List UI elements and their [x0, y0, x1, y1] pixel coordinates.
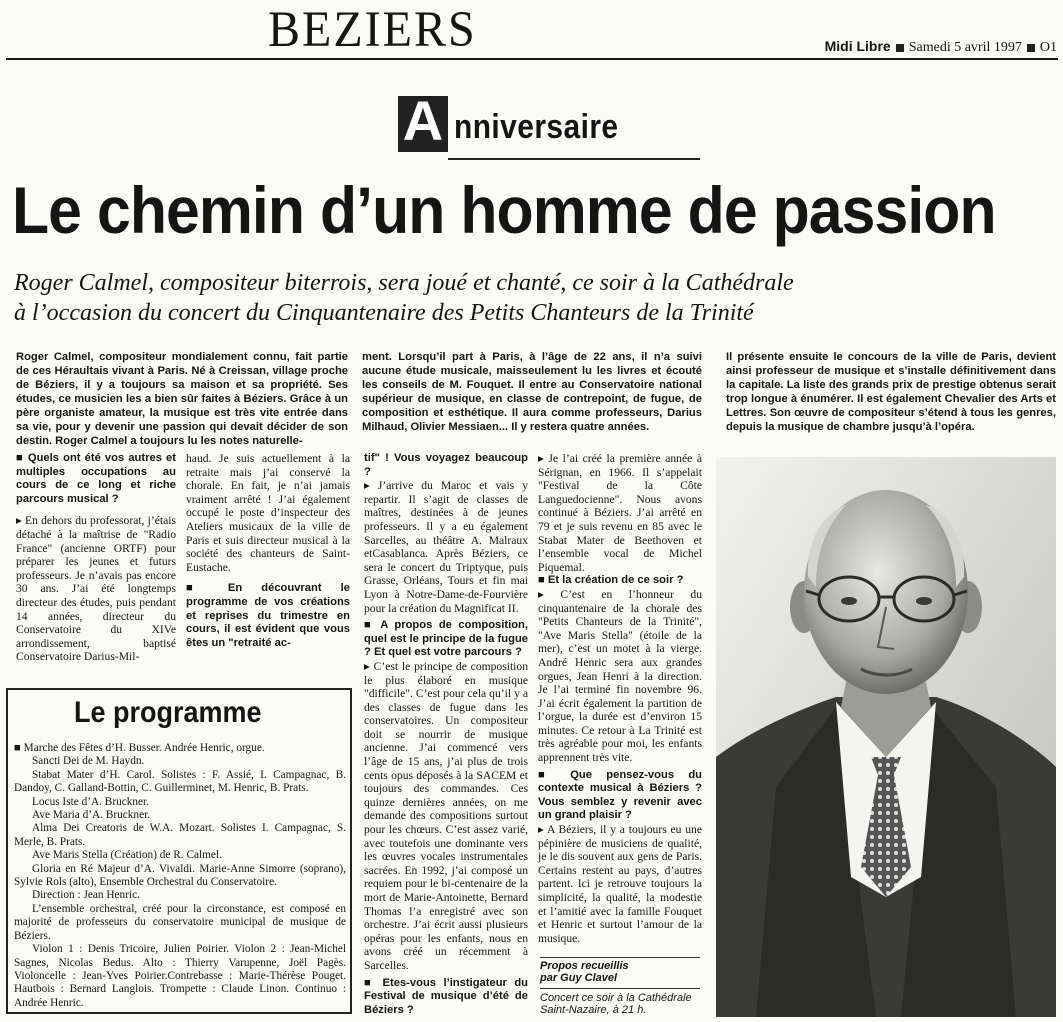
- interview-question: ■ Etes-vous l’instigateur du Festival de musique d’été de Béziers ?: [364, 976, 528, 1016]
- interview-answer: ▸ Je l’ai créé la première année à Sérignan, en 1966. Il s’appelait "Festival de la Côte Languedocienne". Nous avons continué à Béziers. J’ai arrêté en 79 et je suis revenu en 85 avec le Stabat Mater de Beethoven et l’ensemble vocal de Michel Piquemal.: [538, 452, 702, 574]
- programme-line: Direction : Jean Henric.: [32, 889, 140, 902]
- header-rule: [6, 58, 1058, 60]
- interview-question: tif" ! Vous voyagez beaucoup ?: [364, 452, 528, 478]
- programme-line: Ave Maria d’A. Bruckner.: [32, 809, 151, 822]
- interview-question: ■ Et la création de ce soir ?: [538, 574, 684, 587]
- programme-line: Sancti Dei de M. Haydn.: [32, 755, 145, 768]
- interview-question: ■ A propos de composition, quel est le principe de la fugue ? Et quel est votre parcours ?: [364, 619, 528, 659]
- section-title: BEZIERS: [268, 1, 477, 58]
- byline: [540, 960, 704, 984]
- masthead-info: [825, 38, 1057, 56]
- interview-question: ■ Quels ont été vos autres et multiples occupations au cours de ce long et riche parcours musical ?: [16, 452, 176, 505]
- programme-line: L’ensemble orchestral, créé pour la circonstance, est composé en majorité de professeurs du conservatoire municipal de musique de Béziers.: [14, 902, 346, 942]
- portrait-photo: [716, 457, 1056, 1017]
- portrait-illustration: [716, 457, 1056, 1017]
- programme-line: Locus Iste d’A. Bruckner.: [32, 795, 150, 808]
- interview-question: ■ Que pensez-vous du contexte musical à Béziers ? Vous semblez y revenir avec un grand plaisir ?: [538, 768, 702, 822]
- byline-line-1: Propos recueillis: [540, 960, 629, 972]
- square-bullet-icon: [896, 44, 904, 52]
- programme-line: Violon 1 : Denis Tricoire, Julien Poirier. Violon 2 : Jean-Michel Sagnes, Nicolas Bedus. Alto : Thierry Varupenne, Joël Pagès. Violoncelle : Jean-Yves Poirier.Contrebasse : Marie-Thérèse Pouget. Hautbois : Bernard Langlois. Trompette : Claude Linon. Continuo : Andrée Henric.: [14, 943, 346, 1009]
- interview-answer: ▸ C’est en l’honneur du cinquantenaire de la chorale des "Petits Chanteurs de la Trinité", "Ave Maris Stella" (étoile de la mer), c’est un motet à la vierge. André Henric sera aux grandes orgues, Jean Henri à la direction. Je l’ai terminé fin novembre 96. J’ai écrit également la partition de l’orgue, la durée est d’environ 15 minutes. Ce retour à La Trinité est très agréable pour moi, les enfants apprennent très vite.: [538, 587, 702, 765]
- article-column-4: [538, 452, 702, 945]
- lead-paragraph-2: ment. Lorsqu’il part à Paris, à l’âge de 22 ans, il n’a suivi aucune étude musicale, maisseulement lu les livres et écouté les conseils de M. Fouquet. Il entre au Conservatoire national supérieur de musique, en classe de contrepoint, de fugue, de composition et esthétique. Il aura comme professeurs, Darius Milhaud, Olivier Messiaen... Il y restera quatre années.: [362, 351, 702, 433]
- programme-line: Ave Maris Stella (Création) de R. Calmel.: [32, 849, 222, 862]
- credits-rule: [540, 957, 700, 958]
- headline: Le chemin d’un homme de passion: [12, 173, 996, 247]
- article-column-2: [186, 452, 350, 650]
- square-bullet-icon: [1027, 44, 1035, 52]
- programme-line: Stabat Mater d’H. Carol. Solistes : F. Assié, I. Campagnac, B. Dandoy, C. Galland-Bottin, C. Guillerminet, M. Henric, B. Prats.: [14, 768, 346, 795]
- subtitle-line-2: à l’occasion du concert du Cinquantenaire des Petits Chanteurs de la Trinité: [14, 300, 754, 326]
- photo-caption: [540, 992, 710, 1016]
- interview-answer: ▸ En dehors du professorat, j’étais détaché à la maîtrise de "Radio France" (ancienne ORTF) pour préparer les jeunes et futurs professeurs. Je n’avais pas encore 30 ans. J’ai été longtemps directeur des études, puis pendant 14 années, directeur du Conservatoire du XIVe arrondissement, baptisé Conservatoire Darius-Mil-: [16, 514, 176, 664]
- interview-question: ■ En découvrant le programme de vos créations et reprises du trimestre en cours, il est évident que vous êtes un "retraité ac-: [186, 582, 350, 649]
- caption-rule: [540, 988, 700, 989]
- byline-line-2: par Guy Clavel: [540, 972, 618, 984]
- programme-line: ■ Marche des Fêtes d’H. Busser. Andrée Henric, orgue.: [14, 742, 265, 754]
- subtitle-line-1: Roger Calmel, compositeur biterrois, sera joué et chanté, ce soir à la Cathédrale: [14, 270, 794, 296]
- lead-paragraph-1: Roger Calmel, compositeur mondialement connu, fait partie de ces Héraultais vivant à Paris. Né à Creissan, village proche de Béziers, il y a toujours sa maison et sa propriété. Ses études, ce musicien les a bien sûr faites à Béziers. Grâce à un père organiste amateur, la musique est très vite entrée dans sa vie, pour y devenir une passion qui devait décider de son destin. Roger Calmel a toujours lu les notes naturelle-: [16, 351, 348, 447]
- issue-date: Samedi 5 avril 1997: [908, 40, 1022, 55]
- programme-title: Le programme: [74, 696, 262, 729]
- interview-answer: ▸ J’arrive du Maroc et vais y repartir. Il s’agit de classes de maîtres, destinées à de jeunes professeurs. Il y a eu également Sarcelles, au théâtre A. Malraux etCasablanca. Après Béziers, ce sera le concert du Triptyque, puis Grasse, Orléans, Tours et fin mai Lyon à Notre-Dame-de-Fourvière pour la création du Magnificat II.: [364, 479, 528, 615]
- rubric-rule: [448, 158, 700, 160]
- subtitle: [14, 268, 1054, 328]
- page-number: O1: [1039, 40, 1057, 55]
- caption-line-2: Saint-Nazaire, à 21 h.: [540, 1004, 647, 1016]
- interview-answer: ▸ A Béziers, il y a toujours eu une pépinière de musiciens de qualité, je le dis souvent aux gens de Paris. Certains restent au pays, d’autres partent. Ici je retrouve toujours la simplicité, la qualité, la modestie et l’amitié avec la famille Fouquet et Henric et surtout l’amour de la musique.: [538, 823, 702, 945]
- programme-line: Alma Dei Creatoris de W.A. Mozart. Solistes I. Campagnac, S. Merle, B. Prats.: [14, 822, 346, 848]
- interview-answer: ▸ C’est le principe de composition le plus élaboré en musique "difficile". C’est pour cela qu’il y a des classes de fugue dans les conservatoires. Un compositeur doit se nourrir de musique ancienne. J’ai commencé vers l’âge de 15 ans, j’ai plus de trois cents opus déposés à la SACEM et toujours des commandes. Ces quinze dernières années, on me demande des compositions surtout pour les chœurs. C’est assez varié, avec toutefois une dominante vers les œuvres vocales instrumentales sacrées. En 1992, j’ai composé un requiem pour le bi-centenaire de la mort de Marie-Antoinette, Bernard Thomas l’a enregistré avec son orchestre. J’ai écrit aussi plusieurs opéras pour les enfants, nous en avons créé un récemment à Sarcelles.: [364, 659, 528, 972]
- rubric-word: nniversaire: [454, 108, 619, 146]
- programme-line: Gloria en Ré Majeur d’A. Vivaldi. Marie-Anne Simorre (soprano), Sylvie Rols (alto), Ensemble Orchestral du Conservatoire.: [14, 862, 346, 889]
- programme-list: [14, 742, 346, 1010]
- article-column-3: [364, 452, 528, 1017]
- interview-answer: haud. Je suis actuellement à la retraite mais j’ai conservé la chorale. En fait, je n’ai jamais vraiment arrêté ! J’ai également occupé le poste d’inspecteur des Ateliers musicaux de la ville de Paris et suis directeur musical à la société des chanteurs de Saint-Eustache.: [186, 452, 350, 574]
- newspaper-name: Midi Libre: [824, 38, 891, 54]
- caption-line-1: Concert ce soir à la Cathédrale: [540, 992, 692, 1004]
- lead-paragraph-3: Il présente ensuite le concours de la ville de Paris, devient ainsi professeur de musique et s’installe définitivement dans la capitale. La liste des grands prix de prestige obtenus serait trop longue à énumérer. Il est également Chevalier des Arts et Lettres. Son œuvre de compositeur s’étend à tous les genres, depuis la musique de chambre jusqu’à l’opéra.: [726, 351, 1056, 433]
- article-column-1: [16, 452, 176, 664]
- rubric-initial: A: [402, 89, 444, 152]
